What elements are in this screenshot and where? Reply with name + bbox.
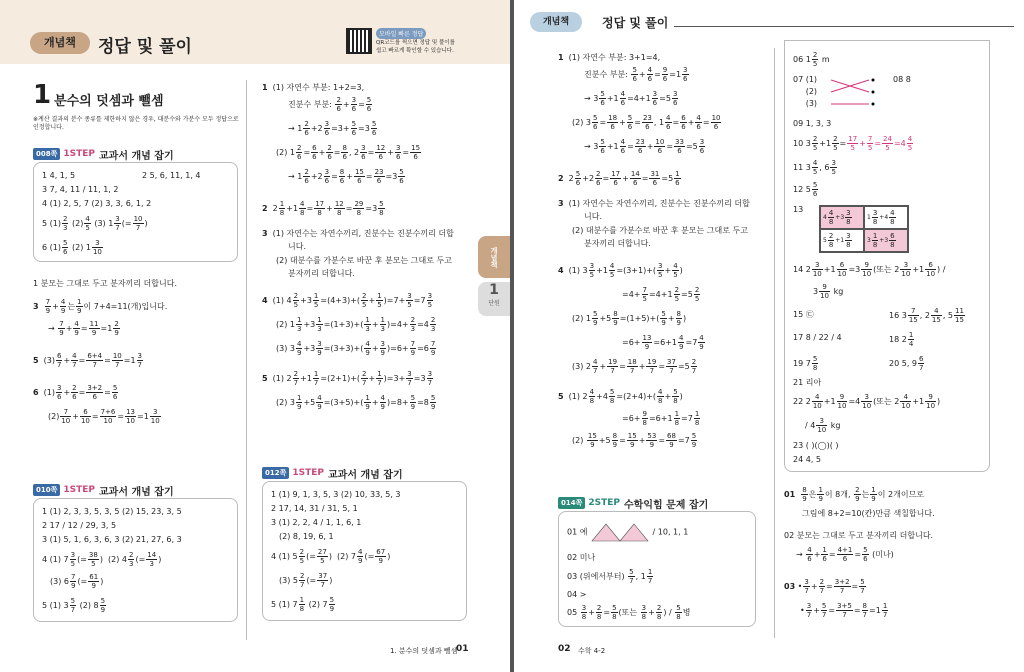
answer-box-008	[33, 162, 238, 262]
answer-item: 17 8 / 22 / 4	[793, 333, 842, 342]
explanation: =6+ $\frac{13}{9}$ =6+1 $\frac{4}{9}$ =7 $\frac{4}{9}$	[622, 334, 704, 351]
answer-item: 09 1, 3, 3	[793, 119, 832, 128]
answer-item: 10 3 $\frac{2}{5}$ +1 $\frac{2}{5}$ = $\frac{17}{5}$ + $\frac{7}{5}$ = $\frac{24}{5}$ =4 $\frac{4}{5}$	[793, 135, 913, 152]
explanation: 1 (1) 자연수 부분: 3+1=4,	[558, 53, 661, 62]
answer-item: 20 5, 9 $\frac{6}{7}$	[889, 355, 924, 372]
explanation: (2) 대분수를 가분수로 바꾼 후 분모는 그대로 두고	[572, 226, 748, 235]
page-title: 정답 및 풀이	[98, 37, 192, 57]
right-page	[514, 0, 1024, 672]
answer-item: 08 8	[893, 75, 911, 84]
answer-box-014-cont	[784, 40, 990, 472]
answer-item: 16 3 $\frac{7}{15}$ , 2 $\frac{4}{15}$ , 5 $\frac{11}{15}$	[889, 307, 964, 324]
explanation: (2) 1 $\frac{1}{3}$ +3 $\frac{1}{3}$ =(1+3)+( $\frac{1}{3}$ + $\frac{1}{3}$ )=4+ $\frac{2}{3}$ =4 $\frac{2}{3}$	[276, 316, 436, 333]
explanation: (3) 3 $\frac{4}{9}$ +3 $\frac{3}{9}$ =(3+3)+( $\frac{4}{9}$ + $\frac{3}{9}$ )=6+ $\frac{7}{9}$ =6 $\frac{7}{9}$	[276, 340, 436, 357]
answer-item: 2 17 / 12 / 29, 3, 5	[42, 521, 117, 530]
answer-item: 22 2 $\frac{4}{10}$ +1 $\frac{9}{10}$ =4 $\frac{3}{10}$ (또는 2 $\frac{4}{10}$ +1 $\frac{9}{10}$ )	[793, 393, 941, 410]
answer-item: 4 (1) 5 $\frac{2}{5}$ (= $\frac{27}{5}$ ) (2) 7 $\frac{4}{9}$ (= $\frac{67}{9}$ )	[271, 548, 391, 565]
note: ※계산 결과의 분수 종류를 제한하지 않은 경우, 대분수와 가분수 모두 정답으로 인정합니다.	[33, 116, 239, 131]
answer-item: 3 7, 4, 11 / 11, 1, 2	[42, 185, 119, 194]
title-rule	[674, 26, 1014, 27]
explanation: (3) 2 $\frac{4}{7}$ + $\frac{19}{7}$ = $\frac{18}{7}$ + $\frac{19}{7}$ = $\frac{37}{7}$ =5 $\frac{2}{7}$	[572, 358, 697, 375]
column-divider	[774, 48, 775, 638]
answer-item: 19 7 $\frac{5}{8}$	[793, 355, 818, 372]
qr-code	[346, 28, 372, 54]
answer-item: 03 (위에서부터) $\frac{5}{7}$ , 1 $\frac{1}{7}$	[567, 568, 653, 585]
explanation: (2) 3 $\frac{1}{9}$ +5 $\frac{4}{9}$ =(3+5)+( $\frac{1}{9}$ + $\frac{4}{9}$ )=8+ $\frac{5}{9}$ =8 $\frac{5}{9}$	[276, 394, 436, 411]
explanation: 5 (1) 2 $\frac{2}{7}$ +1 $\frac{1}{7}$ =(2+1)+( $\frac{2}{7}$ + $\frac{1}{7}$ )=3+ $\frac{3}{7}$ =3 $\frac{3}{7}$	[262, 370, 433, 387]
explanation: 02 분모는 그대로 두고 분자끼리 더합니다.	[784, 531, 934, 540]
answer-item: 5 (1) 7 $\frac{1}{8}$ (2) 7 $\frac{5}{9}$	[271, 596, 335, 613]
explanation: (2) 1 $\frac{2}{6}$ = $\frac{6}{6}$ + $\frac{2}{6}$ = $\frac{8}{6}$ , 2 $\frac{3}{6}$ = $\frac{12}{6}$ + $\frac{3}{6}$ = $\frac{15}{6}$	[276, 144, 421, 161]
grid-13	[819, 205, 909, 253]
answer-item: 01 예 / 10, 1, 1	[567, 522, 688, 542]
answer-box-014	[558, 511, 756, 627]
unit-tab[interactable]: 1 단원	[478, 282, 510, 316]
explanation: 분자끼리 더합니다.	[584, 239, 651, 248]
explanation: 그림에 8+2=10(칸)만큼 색칠합니다.	[802, 509, 935, 518]
answer-item: 14 2 $\frac{3}{10}$ +1 $\frac{6}{10}$ =3 $\frac{9}{10}$ (또는 2 $\frac{3}{10}$ +1 $\frac{6}{10}$ ) /	[793, 261, 946, 278]
answer-item: 2 5, 6, 11, 1, 4	[142, 171, 201, 180]
answer-item: 23 ( )(◯)( )	[793, 441, 839, 450]
answer-item: 1 (1) 2, 3, 3, 5, 3, 5 (2) 15, 23, 3, 5	[42, 507, 182, 516]
answer-item: (2)	[793, 87, 818, 96]
section-tag-008: 008쪽 1STEP 교과서 개념 잡기	[33, 147, 174, 161]
matching-lines	[829, 77, 875, 107]
explanation: 5 (1) 2 $\frac{4}{8}$ +4 $\frac{5}{8}$ =(2+4)+( $\frac{4}{8}$ + $\frac{5}{8}$ )	[558, 388, 683, 405]
answer-item: 06 1 $\frac{2}{5}$ m	[793, 51, 830, 68]
explanation: 진분수 부분: $\frac{2}{6}$ + $\frac{3}{6}$ = $\frac{5}{6}$	[288, 96, 372, 113]
explanation: 니다.	[584, 212, 602, 221]
qr-text: 쉽고 빠르게 확인할 수 있습니다.	[376, 48, 454, 54]
explanation: 4 (1) 4 $\frac{2}{5}$ +3 $\frac{1}{5}$ =(4+3)+( $\frac{2}{5}$ + $\frac{1}{5}$ )=7+ $\frac{3}{5}$ =7 $\frac{3}{5}$	[262, 292, 433, 309]
explanation: 5 (3) $\frac{6}{7}$ + $\frac{4}{7}$ = $\frac{6+4}{7}$ = $\frac{10}{7}$ =1 $\frac{3}{7}$	[33, 352, 143, 369]
answer-item: 1 4, 1, 5	[42, 171, 76, 180]
grid-cell: 1 $\frac{3}{8}$ +4 $\frac{4}{8}$	[864, 206, 908, 229]
grid-cell: 5 $\frac{2}{8}$ +1 $\frac{3}{8}$	[820, 229, 864, 252]
answer-item: 05 $\frac{3}{8}$ + $\frac{2}{8}$ = $\frac{5}{8}$ (또는 $\frac{3}{8}$ + $\frac{2}{8}$ ) / $\frac{5}{8}$ 병	[567, 604, 691, 621]
qr-label: 모바일 빠른 정답	[376, 28, 426, 39]
answer-item: 3 (1) 2, 2, 4 / 1, 1, 6, 1	[271, 518, 362, 527]
explanation: → 1 $\frac{2}{6}$ +2 $\frac{3}{6}$ =3+ $\frac{5}{6}$ =3 $\frac{5}{6}$	[288, 120, 377, 137]
triangle-figure	[590, 522, 650, 542]
answer-item: 6 (1) $\frac{5}{6}$ (2) 1 $\frac{3}{10}$	[42, 239, 102, 256]
explanation: → 3 $\frac{5}{6}$ +1 $\frac{4}{6}$ =4+1 $\frac{3}{6}$ =5 $\frac{3}{6}$	[584, 90, 678, 107]
explanation: 3 (1) 자연수는 자연수끼리, 진분수는 진분수끼리 더합	[262, 229, 454, 238]
answer-box-012	[262, 481, 467, 621]
answer-item: 2 17, 14, 31 / 31, 5, 1	[271, 504, 358, 513]
answer-item: 07 (1)	[793, 75, 818, 84]
answer-item: 4 (1) 7 $\frac{3}{5}$ (= $\frac{38}{5}$ ) (2) 4 $\frac{2}{3}$ (= $\frac{14}{3}$ )	[42, 551, 162, 568]
section-tag-012: 012쪽 1STEP 교과서 개념 잡기	[262, 466, 403, 480]
page-title: 정답 및 풀이	[602, 16, 669, 30]
answer-item: 3 (1) 5, 1, 6, 3, 6, 3 (2) 21, 27, 6, 3	[42, 535, 182, 544]
explanation: (2) 1 $\frac{5}{9}$ +5 $\frac{8}{9}$ =(1+5)+( $\frac{5}{9}$ + $\frac{8}{9}$ )	[572, 310, 687, 327]
answer-item: 15 ㉢	[793, 310, 814, 319]
explanation: 진분수 부분: $\frac{5}{6}$ + $\frac{4}{6}$ = $\frac{9}{6}$ =1 $\frac{3}{6}$	[584, 66, 688, 83]
answer-item: 02 미나	[567, 553, 596, 562]
explanation: • $\frac{3}{7}$ + $\frac{5}{7}$ = $\frac{3+5}{7}$ = $\frac{8}{7}$ =1 $\frac{1}{7}$	[800, 602, 888, 619]
answer-item: / 4 $\frac{3}{10}$ kg	[805, 417, 841, 434]
explanation: 2 2 $\frac{1}{8}$ +1 $\frac{4}{8}$ = $\frac{17}{8}$ + $\frac{12}{8}$ = $\frac{29}{8}$ =3 $\frac{5}{8}$	[262, 200, 384, 217]
unit-title: 분수의 덧셈과 뺄셈	[54, 94, 164, 109]
answer-item: 4 (1) 2, 5, 7 (2) 3, 3, 6, 1, 2	[42, 199, 152, 208]
explanation: (2) 대분수를 가분수로 바꾼 후 분모는 그대로 두고	[276, 256, 452, 265]
page-number: 02	[558, 644, 571, 654]
column-divider	[246, 80, 247, 640]
explanation: → 1 $\frac{2}{6}$ +2 $\frac{3}{6}$ = $\frac{8}{6}$ + $\frac{15}{6}$ = $\frac{23}{6}$ =3 $\frac{5}{6}$	[288, 168, 404, 185]
explanation: 6 (1) $\frac{3}{6}$ + $\frac{2}{6}$ = $\frac{3+2}{6}$ = $\frac{5}{6}$	[33, 384, 118, 401]
answer-item: 04 >	[567, 590, 587, 599]
answer-item: (3) 5 $\frac{2}{7}$ (= $\frac{37}{7}$ )	[279, 572, 333, 589]
footer-title: 1. 분수의 덧셈과 뺄셈	[390, 647, 458, 655]
explanation: → 3 $\frac{5}{6}$ +1 $\frac{4}{6}$ = $\frac{23}{6}$ + $\frac{10}{6}$ = $\frac{33}{6}$ =5 $\frac{3}{6}$	[584, 138, 705, 155]
answer-item: 5 (1) 3 $\frac{5}{7}$ (2) 8 $\frac{5}{9}$	[42, 597, 106, 614]
grid-cell: 4 $\frac{4}{8}$ +3 $\frac{3}{8}$	[820, 206, 864, 229]
explanation: → $\frac{4}{6}$ + $\frac{1}{6}$ = $\frac{4+1}{6}$ = $\frac{5}{6}$ (미나)	[796, 546, 894, 563]
explanation: 01 $\frac{8}{9}$ 은 $\frac{1}{9}$ 이 8개, $\frac{2}{9}$ 는 $\frac{1}{9}$ 이 2개이므로	[784, 486, 925, 503]
explanation: 3 $\frac{7}{9}$ + $\frac{4}{9}$ 는 $\frac{1}{9}$ 이 7+4=11(개)입니다.	[33, 298, 168, 315]
answer-item: 1 (1) 9, 1, 3, 5, 3 (2) 10, 33, 5, 3	[271, 490, 401, 499]
explanation: (2) 3 $\frac{5}{6}$ = $\frac{18}{6}$ + $\frac{5}{6}$ = $\frac{23}{6}$ , 1 $\frac{4}{6}$ = $\frac{6}{6}$ + $\frac{4}{6}$ = $\frac{10}{6}$	[572, 114, 721, 131]
explanation: =6+ $\frac{9}{8}$ =6+1 $\frac{1}{8}$ =7 $\frac{1}{8}$	[622, 410, 700, 427]
answer-item: 5 (1) $\frac{2}{3}$ (2) $\frac{4}{5}$ (3) 1 $\frac{3}{7}$ (= $\frac{10}{7}$ )	[42, 215, 148, 232]
answer-item: 11 3 $\frac{4}{5}$ , 6 $\frac{3}{5}$	[793, 159, 836, 176]
footer-title: 수학 4-2	[578, 647, 606, 655]
answer-item: 13	[793, 205, 804, 214]
section-tag-010: 010쪽 1STEP 교과서 개념 잡기	[33, 483, 174, 497]
answer-item: 3 $\frac{9}{10}$ kg	[813, 283, 844, 300]
explanation: (2) $\frac{7}{10}$ + $\frac{6}{10}$ = $\frac{7+6}{10}$ = $\frac{13}{10}$ =1 $\frac{3}{10}$	[48, 408, 160, 425]
explanation: 1 분모는 그대로 두고 분자끼리 더합니다.	[33, 279, 177, 288]
explanation: =4+ $\frac{7}{5}$ =4+1 $\frac{2}{5}$ =5 $\frac{2}{5}$	[622, 286, 700, 303]
left-page	[0, 0, 510, 672]
explanation: → $\frac{7}{9}$ + $\frac{4}{9}$ = $\frac{11}{9}$ =1 $\frac{2}{9}$	[48, 320, 119, 337]
answer-item: 21 리아	[793, 378, 822, 387]
page-number: 01	[456, 644, 469, 654]
explanation: 2 2 $\frac{5}{6}$ +2 $\frac{2}{6}$ = $\frac{17}{6}$ + $\frac{14}{6}$ = $\frac{31}{6}$ =5 $\frac{1}{6}$	[558, 170, 680, 187]
explanation: 4 (1) 3 $\frac{3}{5}$ +1 $\frac{4}{5}$ =(3+1)+( $\frac{3}{5}$ + $\frac{4}{5}$ )	[558, 262, 683, 279]
chapter-pill: 개념책	[530, 12, 582, 32]
qr-text: QR코드를 찍으면 정답 및 풀이를	[376, 40, 455, 46]
answer-item: 24 4, 5	[793, 455, 821, 464]
explanation: (2) $\frac{15}{9}$ +5 $\frac{8}{9}$ = $\frac{15}{9}$ + $\frac{53}{9}$ = $\frac{68}{9}$ =7 $\frac{5}{9}$	[572, 432, 697, 449]
unit-number: 1	[33, 80, 52, 110]
answer-item: (3) 6 $\frac{7}{9}$ (= $\frac{61}{9}$ )	[50, 573, 104, 590]
explanation: 03 • $\frac{3}{7}$ + $\frac{2}{7}$ = $\frac{3+2}{7}$ = $\frac{5}{7}$	[784, 578, 865, 595]
grid-cell: 3 $\frac{1}{8}$ +3 $\frac{6}{8}$	[864, 229, 908, 252]
section-tag-014: 014쪽 2STEP 수학익힘 문제 잡기	[558, 496, 708, 510]
explanation: 분자끼리 더합니다.	[288, 269, 355, 278]
answer-item: 12 5 $\frac{5}{6}$	[793, 181, 818, 198]
answer-item: (3)	[793, 99, 818, 108]
explanation: 3 (1) 자연수는 자연수끼리, 진분수는 진분수끼리 더합	[558, 199, 750, 208]
explanation: 니다.	[288, 242, 306, 251]
answer-box-010	[33, 498, 238, 622]
answer-item: 18 2 $\frac{1}{4}$	[889, 331, 914, 348]
explanation: 1 (1) 자연수 부분: 1+2=3,	[262, 83, 365, 92]
side-tab[interactable]: 개념책	[478, 236, 510, 278]
chapter-pill: 개념책	[30, 32, 90, 54]
answer-item: (2) 8, 19, 6, 1	[279, 532, 334, 541]
